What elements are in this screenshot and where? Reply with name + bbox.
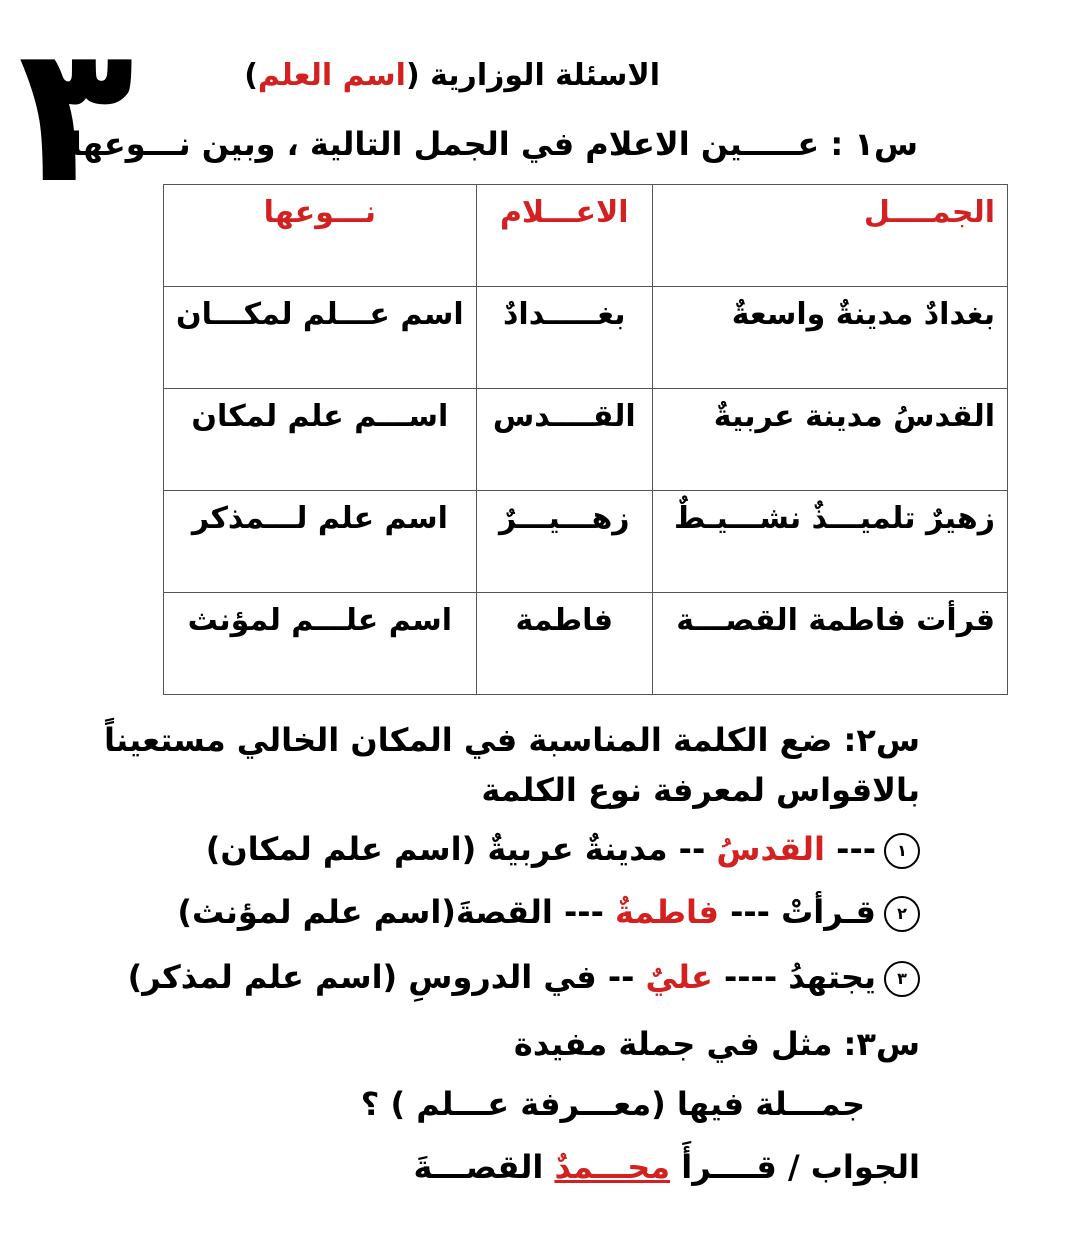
answer-word: محـــمدٌ xyxy=(554,1148,671,1186)
cell-sentence: زهيرٌ تلميـــذٌ نشـــيـطٌ xyxy=(652,491,1007,593)
header-type: نـــوعها xyxy=(164,185,477,287)
question-3-prompt: جمـــلة فيها (معـــرفة عـــلم ) ؟ xyxy=(360,1085,865,1123)
item-before: --- xyxy=(825,830,876,868)
cell-sentence: بغدادٌ مدينةٌ واسعةٌ xyxy=(652,287,1007,389)
question-3: س٣: مثل في جملة مفيدة xyxy=(513,1025,920,1063)
question-1: س١ : عـــــين الاعلام في الجمل التالية ، وبين نـــوعها : xyxy=(46,125,918,163)
cell-proper-noun: زهـــيـــرٌ xyxy=(476,491,652,593)
cell-type: اسم عـــلم لمكـــان xyxy=(164,287,477,389)
table-row xyxy=(164,389,1008,491)
item-after: -- في الدروسِ (اسم علم لمذكر) xyxy=(127,958,646,996)
cell-type: اسم علم لـــمذكر xyxy=(164,491,477,593)
cell-proper-noun: بغـــــدادٌ xyxy=(476,287,652,389)
item-number-circle: ١ xyxy=(884,833,920,869)
cell-proper-noun: فاطمة xyxy=(476,593,652,695)
item-before: يجتهدُ ---- xyxy=(712,958,876,996)
fill-item-2 xyxy=(177,893,920,932)
table-row xyxy=(164,593,1008,695)
title-prefix: الاسئلة الوزارية ( xyxy=(405,58,660,93)
title-highlight: اسم العلم xyxy=(257,58,406,93)
item-number-circle: ٢ xyxy=(884,896,920,932)
item-after: --- القصةَ(اسم علم لمؤنث) xyxy=(177,893,615,931)
fill-item-3 xyxy=(128,958,920,997)
answer-prefix: الجواب / قــــرأَ xyxy=(670,1148,920,1186)
cell-sentence: القدسُ مدينة عربيةٌ xyxy=(652,389,1007,491)
question-2-line-1: س٢: ضع الكلمة المناسبة في المكان الخالي مستعيناً xyxy=(103,721,920,759)
item-answer: عليٌ xyxy=(645,958,713,996)
question-2 xyxy=(103,715,920,815)
item-answer: القدسُ xyxy=(716,830,826,868)
header-sentences: الجمــــل xyxy=(652,185,1007,287)
item-answer: فاطمةٌ xyxy=(614,893,719,931)
table-row xyxy=(164,287,1008,389)
cell-proper-noun: القــــدس xyxy=(476,389,652,491)
cell-type: اسم علـــم لمؤنث xyxy=(164,593,477,695)
page-title xyxy=(244,58,660,93)
table-row xyxy=(164,491,1008,593)
header-proper-nouns: الاعـــلام xyxy=(476,185,652,287)
fill-item-1 xyxy=(206,830,920,869)
cell-sentence: قرأت فاطمة القصـــة xyxy=(652,593,1007,695)
item-before: قـرأتْ --- xyxy=(718,893,876,931)
item-number-circle: ٣ xyxy=(884,961,920,997)
item-after: -- مدينةٌ عربيةٌ (اسم علم لمكان) xyxy=(205,830,717,868)
title-suffix: ) xyxy=(244,58,258,93)
table-header-row xyxy=(164,185,1008,287)
cell-type: اســـم علم لمكان xyxy=(164,389,477,491)
question-2-line-2: بالاقواس لمعرفة نوع الكلمة xyxy=(481,771,920,809)
question-3-answer xyxy=(414,1148,920,1186)
page-number: ٣ xyxy=(18,4,134,225)
answer-suffix: القصـــةَ xyxy=(413,1148,555,1186)
answers-table xyxy=(163,184,1008,695)
